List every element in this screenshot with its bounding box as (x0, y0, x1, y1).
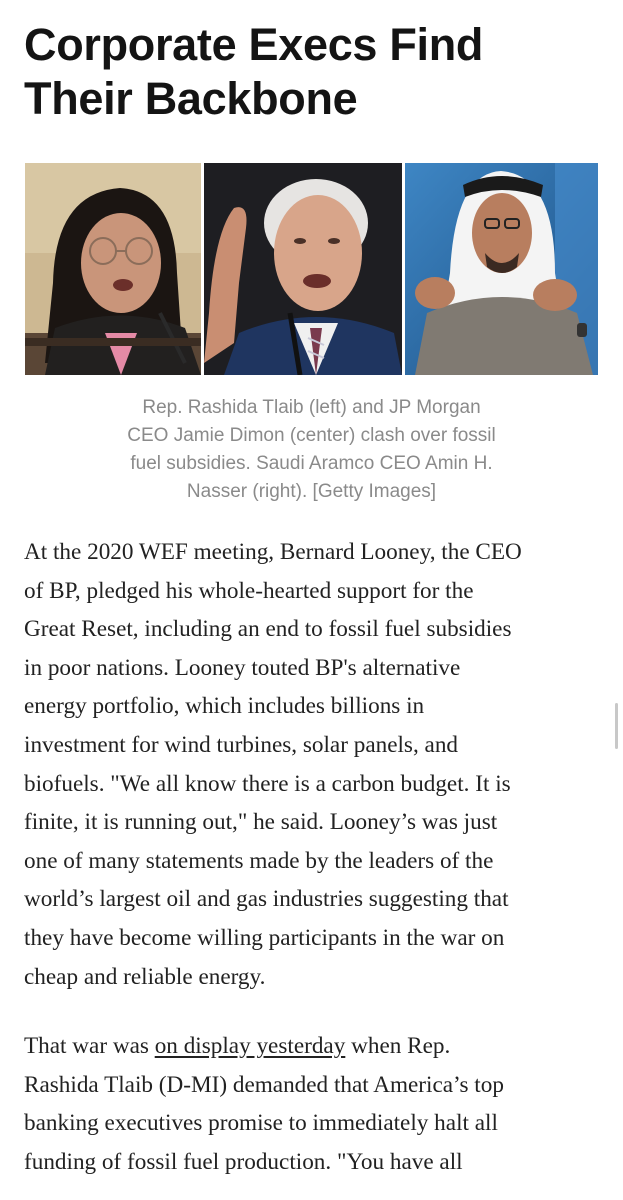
paragraph-line: Great Reset, including an end to fossil fuel subsidies (24, 616, 512, 643)
headline-line: Their Backbone (24, 73, 358, 124)
paragraph-line: Rashida Tlaib (D-MI) demanded that America’s top (24, 1071, 504, 1098)
caption-line: fuel subsidies. Saudi Aramco CEO Amin H. (130, 453, 493, 474)
headline-line: Corporate Execs Find (24, 19, 484, 70)
paragraph-line: finite, it is running out," he said. Looney’s was just (24, 809, 498, 836)
caption-line: Nasser (right). [Getty Images] (186, 481, 437, 502)
article-paragraph (24, 1027, 604, 1181)
on-display-yesterday-link[interactable]: on display yesterday (154, 1033, 346, 1059)
scrollbar-thumb[interactable] (615, 703, 618, 749)
man-in-suit-speaking-photo (204, 163, 402, 375)
paragraph-line: in poor nations. Looney touted BP's alternative (24, 654, 461, 681)
photo-strip (25, 163, 598, 375)
paragraph-line: investment for wind turbines, solar panels, and (24, 731, 459, 758)
man-in-keffiyeh-speaking-photo (405, 163, 598, 375)
text-segment: That war was (24, 1033, 155, 1059)
paragraph-line: they have become willing participants in the war on (24, 924, 505, 951)
paragraph-line: At the 2020 WEF meeting, Bernard Looney, the CEO (24, 539, 522, 565)
paragraph-line: banking executives promise to immediately halt all (24, 1110, 498, 1137)
article-headline (24, 18, 604, 126)
caption-line: CEO Jamie Dimon (center) clash over fossil (127, 425, 496, 446)
paragraph-line: of BP, pledged his whole-hearted support for the (24, 577, 474, 604)
paragraph-line (24, 1027, 604, 1066)
paragraph-line: one of many statements made by the leaders of the (24, 847, 494, 874)
paragraph-line: energy portfolio, which includes billions in (24, 693, 425, 720)
paragraph-line: funding of fossil fuel production. "You have all (24, 1148, 463, 1175)
woman-speaking-photo (25, 163, 201, 375)
text-segment: when Rep. (345, 1033, 451, 1059)
paragraph-line: cheap and reliable energy. (24, 963, 266, 990)
article-paragraph (24, 533, 604, 996)
photo-caption (60, 394, 563, 506)
paragraph-line: biofuels. "We all know there is a carbon budget. It is (24, 770, 511, 797)
caption-line: Rep. Rashida Tlaib (left) and JP Morgan (142, 397, 481, 418)
paragraph-line: world’s largest oil and gas industries suggesting that (24, 886, 509, 913)
